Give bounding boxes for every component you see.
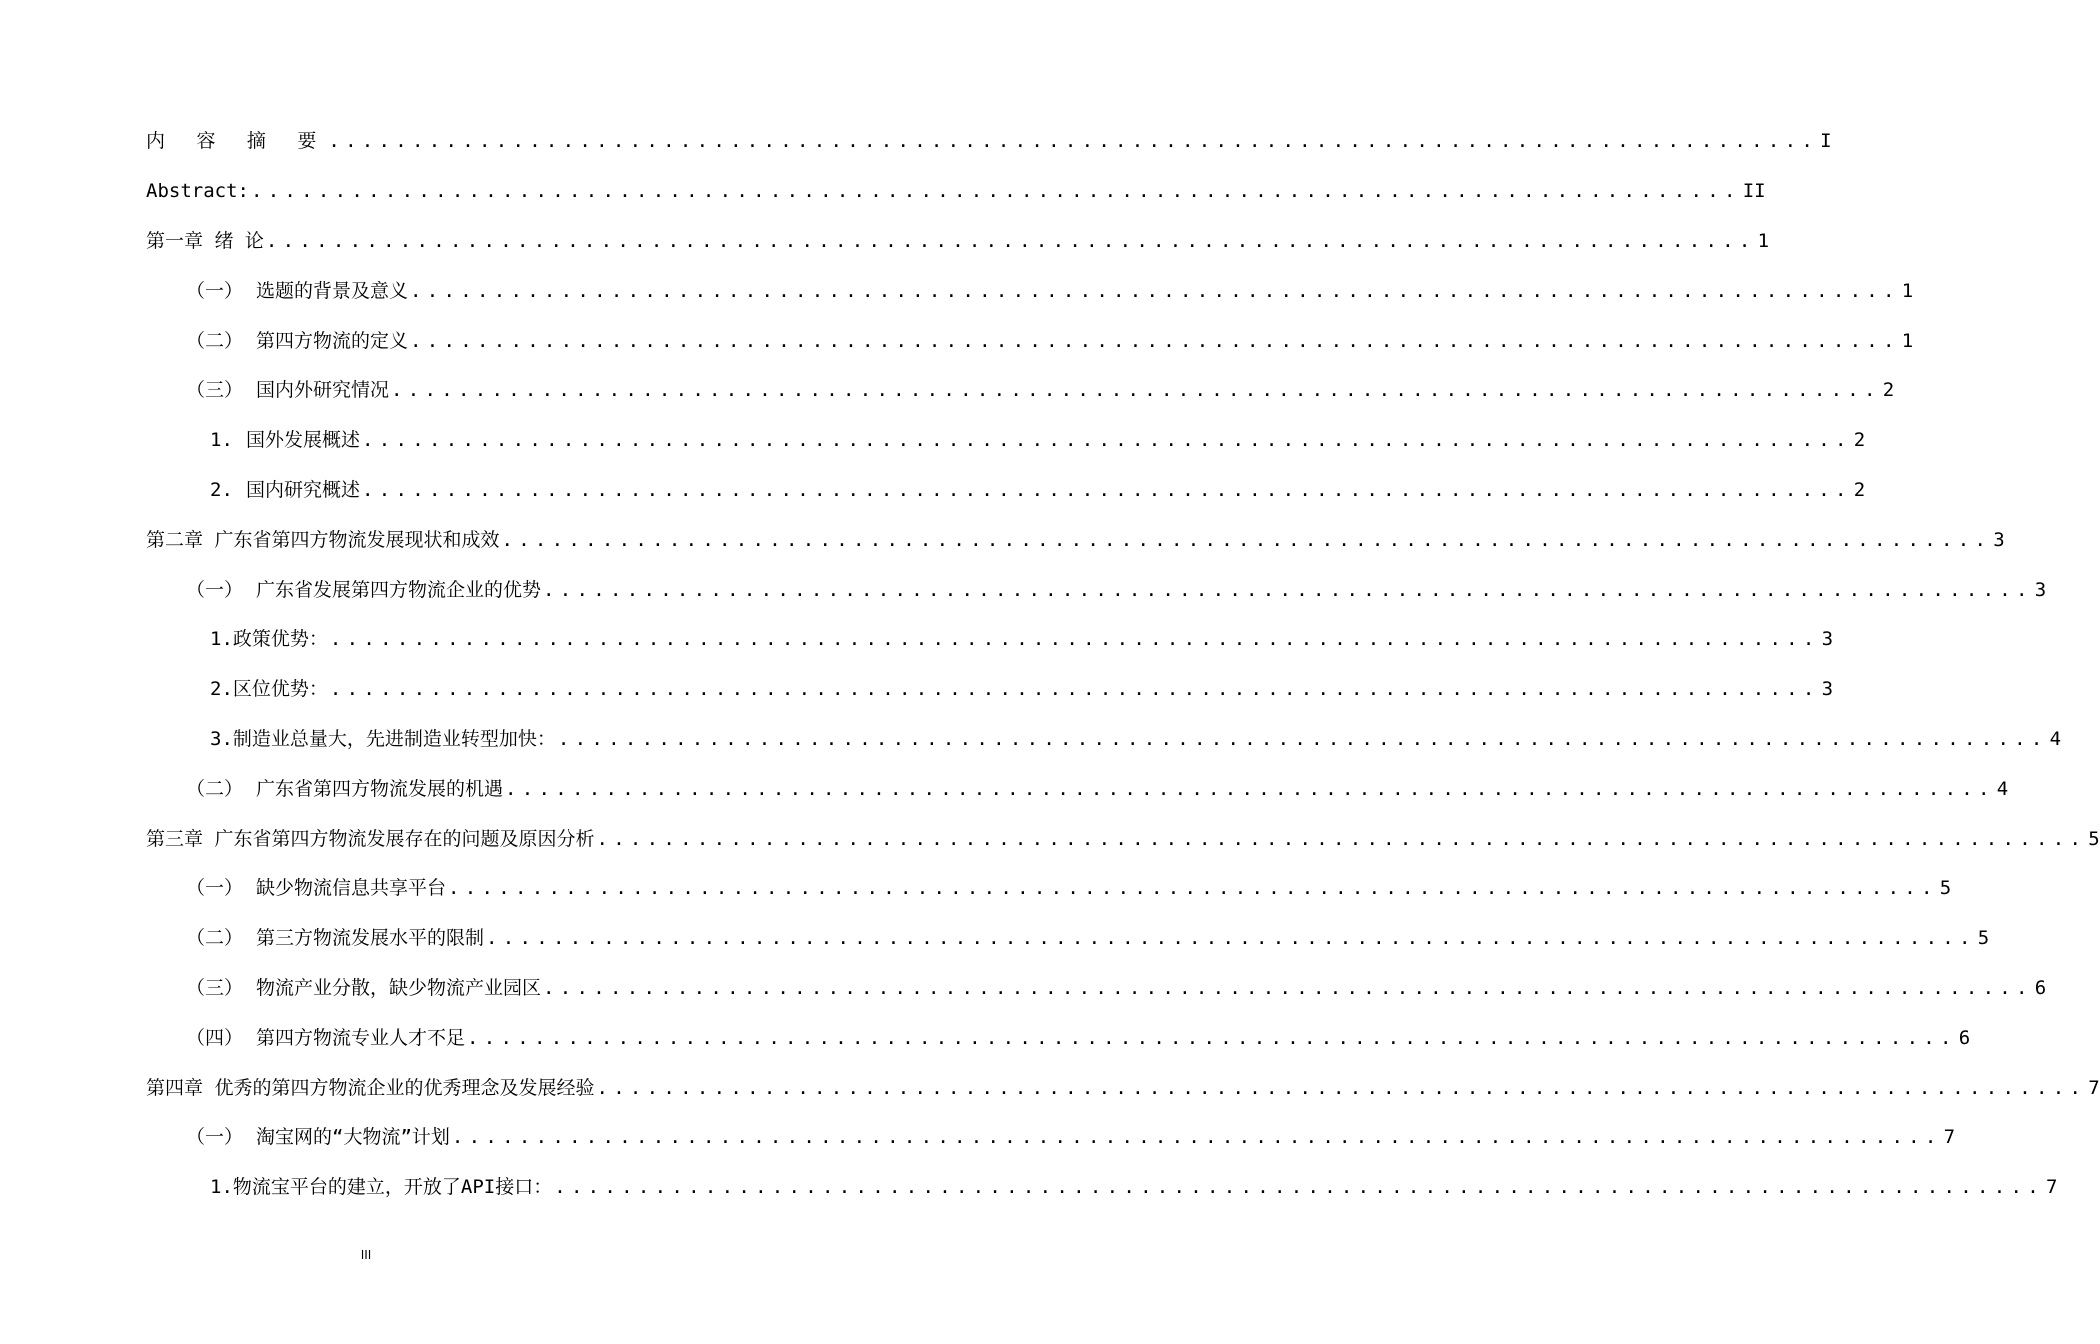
toc-entry-2-1-2[interactable] [0,665,1834,715]
toc-entry-number: （二） [186,777,244,800]
toc-dot-leader: ......................................................................................... [410,329,1900,352]
toc-dot-leader: ......................................................................................... [329,678,1820,701]
toc-entry-3-4[interactable] [0,1013,1971,1063]
toc-entry-number: （三） [186,379,244,402]
toc-entry-number: （一） [186,279,244,302]
toc-entry-page: 5 [1977,927,1990,950]
toc-entry-page: 7 [2045,1176,2058,1199]
toc-entry-3-2[interactable] [0,914,1990,964]
toc-dot-leader: ......................................................................................... [250,180,1741,203]
toc-entry-page: 7 [1943,1126,1956,1149]
toc-entry-title: 国内外研究情况 [256,379,390,402]
page-number: III [360,1248,372,1262]
toc-entry-title: 选题的背景及意义 [256,279,409,302]
toc-entry-title: 第三方物流发展水平的限制 [256,927,485,950]
toc-entry-2-2[interactable] [0,764,2009,814]
toc-dot-leader: ......................................................................................... [501,528,1992,551]
toc-entry-page: 3 [1821,628,1834,651]
toc-entry-title: 淘宝网的“大物流”计划 [256,1126,450,1149]
toc-entry-title: 第二章 广东省第四方物流发展现状和成效 [146,528,500,551]
toc-entry-page: II [1742,180,1766,203]
toc-entry-number: （四） [186,1026,244,1049]
toc-dot-leader: ......................................................................................... [448,877,1938,900]
toc-entry-page: 6 [2034,976,2047,999]
toc-entry-number: （二） [186,927,244,950]
toc-entry-abstract-cn[interactable] [0,117,1832,167]
table-of-contents [0,117,2100,1213]
toc-entry-title: 缺少物流信息共享平台 [256,877,447,900]
toc-entry-number: （一） [186,578,244,601]
toc-dot-leader: ......................................................................................... [505,777,1995,800]
toc-entry-abstract-en[interactable] [0,167,1766,217]
toc-entry-page: 4 [2049,727,2062,750]
toc-dot-leader: ......................................................................................... [265,229,1756,252]
toc-dot-leader: ......................................................................................... [391,379,1881,402]
toc-dot-leader: ......................................................................................... [554,1176,2044,1199]
toc-dot-leader: ......................................................................................... [329,628,1820,651]
toc-entry-page: 6 [1958,1026,1971,1049]
toc-entry-title: 第四方物流的定义 [256,329,409,352]
toc-entry-page: 5 [1939,877,1952,900]
toc-entry-title: 第四方物流专业人才不足 [256,1026,466,1049]
toc-entry-1-2[interactable] [0,316,1914,366]
toc-entry-2-1[interactable] [0,565,2047,615]
toc-entry-page: 3 [2034,578,2047,601]
toc-entry-page: 1 [1901,279,1914,302]
toc-dot-leader: ......................................................................................... [410,279,1900,302]
toc-dot-leader: ......................................................................................... [328,130,1819,153]
toc-entry-title: 国内研究概述 [246,478,361,501]
toc-entry-number: （一） [186,1126,244,1149]
toc-dot-leader: ......................................................................................... [557,727,2048,750]
toc-entry-number: （二） [186,329,244,352]
toc-entry-page: 2 [1853,429,1866,452]
toc-entry-title: 第四章 优秀的第四方物流企业的优秀理念及发展经验 [146,1076,595,1099]
toc-entry-page: 7 [2088,1076,2100,1099]
toc-entry-3-1[interactable] [0,864,1952,914]
toc-entry-page: 4 [1996,777,2009,800]
toc-entry-title: 1.物流宝平台的建立，开放了API接口： [210,1176,553,1199]
toc-entry-page: 5 [2088,827,2100,850]
toc-entry-number: 1. [210,429,233,452]
toc-entry-title: 3.制造业总量大，先进制造业转型加快： [210,727,556,750]
toc-dot-leader: ......................................................................................... [596,1076,2087,1099]
toc-entry-page: 3 [1821,678,1834,701]
toc-entry-1-3[interactable] [0,366,1895,416]
toc-entry-1-3-1[interactable] [0,416,1866,466]
toc-entry-page: 1 [1901,329,1914,352]
toc-entry-page: 2 [1882,379,1895,402]
toc-entry-title: 第一章 绪 论 [146,229,264,252]
toc-entry-title: 2.区位优势： [210,678,328,701]
toc-entry-number: （一） [186,877,244,900]
toc-dot-leader: ......................................................................................... [467,1026,1957,1049]
toc-entry-1-1[interactable] [0,266,1914,316]
toc-entry-title: 广东省第四方物流发展的机遇 [256,777,504,800]
toc-entry-1-3-2[interactable] [0,466,1866,516]
toc-entry-2-1-3[interactable] [0,715,2062,765]
toc-entry-number: （三） [186,976,244,999]
toc-dot-leader: ......................................................................................... [596,827,2087,850]
toc-dot-leader: ......................................................................................... [486,927,1976,950]
toc-dot-leader: ......................................................................................... [543,578,2033,601]
toc-entry-title: 内 容 摘 要 [146,130,327,153]
toc-dot-leader: ......................................................................................... [543,976,2033,999]
toc-entry-title: 1.政策优势： [210,628,328,651]
toc-entry-4-1[interactable] [0,1113,1956,1163]
toc-dot-leader: ......................................................................................... [451,1126,1942,1149]
toc-entry-chapter-4[interactable] [0,1063,2100,1113]
toc-entry-3-3[interactable] [0,964,2047,1014]
toc-dot-leader: ......................................................................................... [362,429,1852,452]
toc-entry-page: I [1820,130,1832,153]
toc-entry-title: 第三章 广东省第四方物流发展存在的问题及原因分析 [146,827,595,850]
toc-entry-title: 国外发展概述 [246,429,361,452]
toc-entry-chapter-1[interactable] [0,217,1770,267]
toc-entry-number: 2. [210,478,233,501]
toc-entry-chapter-2[interactable] [0,515,2005,565]
toc-entry-page: 1 [1757,229,1770,252]
toc-dot-leader: ......................................................................................... [362,478,1852,501]
toc-entry-2-1-1[interactable] [0,615,1834,665]
toc-entry-title: Abstract: [146,180,249,203]
toc-entry-title: 广东省发展第四方物流企业的优势 [256,578,542,601]
toc-entry-4-1-1[interactable] [0,1163,2058,1213]
toc-entry-chapter-3[interactable] [0,814,2100,864]
toc-entry-page: 3 [1993,528,2005,551]
toc-entry-page: 2 [1853,478,1866,501]
toc-entry-title: 物流产业分散，缺少物流产业园区 [256,976,542,999]
